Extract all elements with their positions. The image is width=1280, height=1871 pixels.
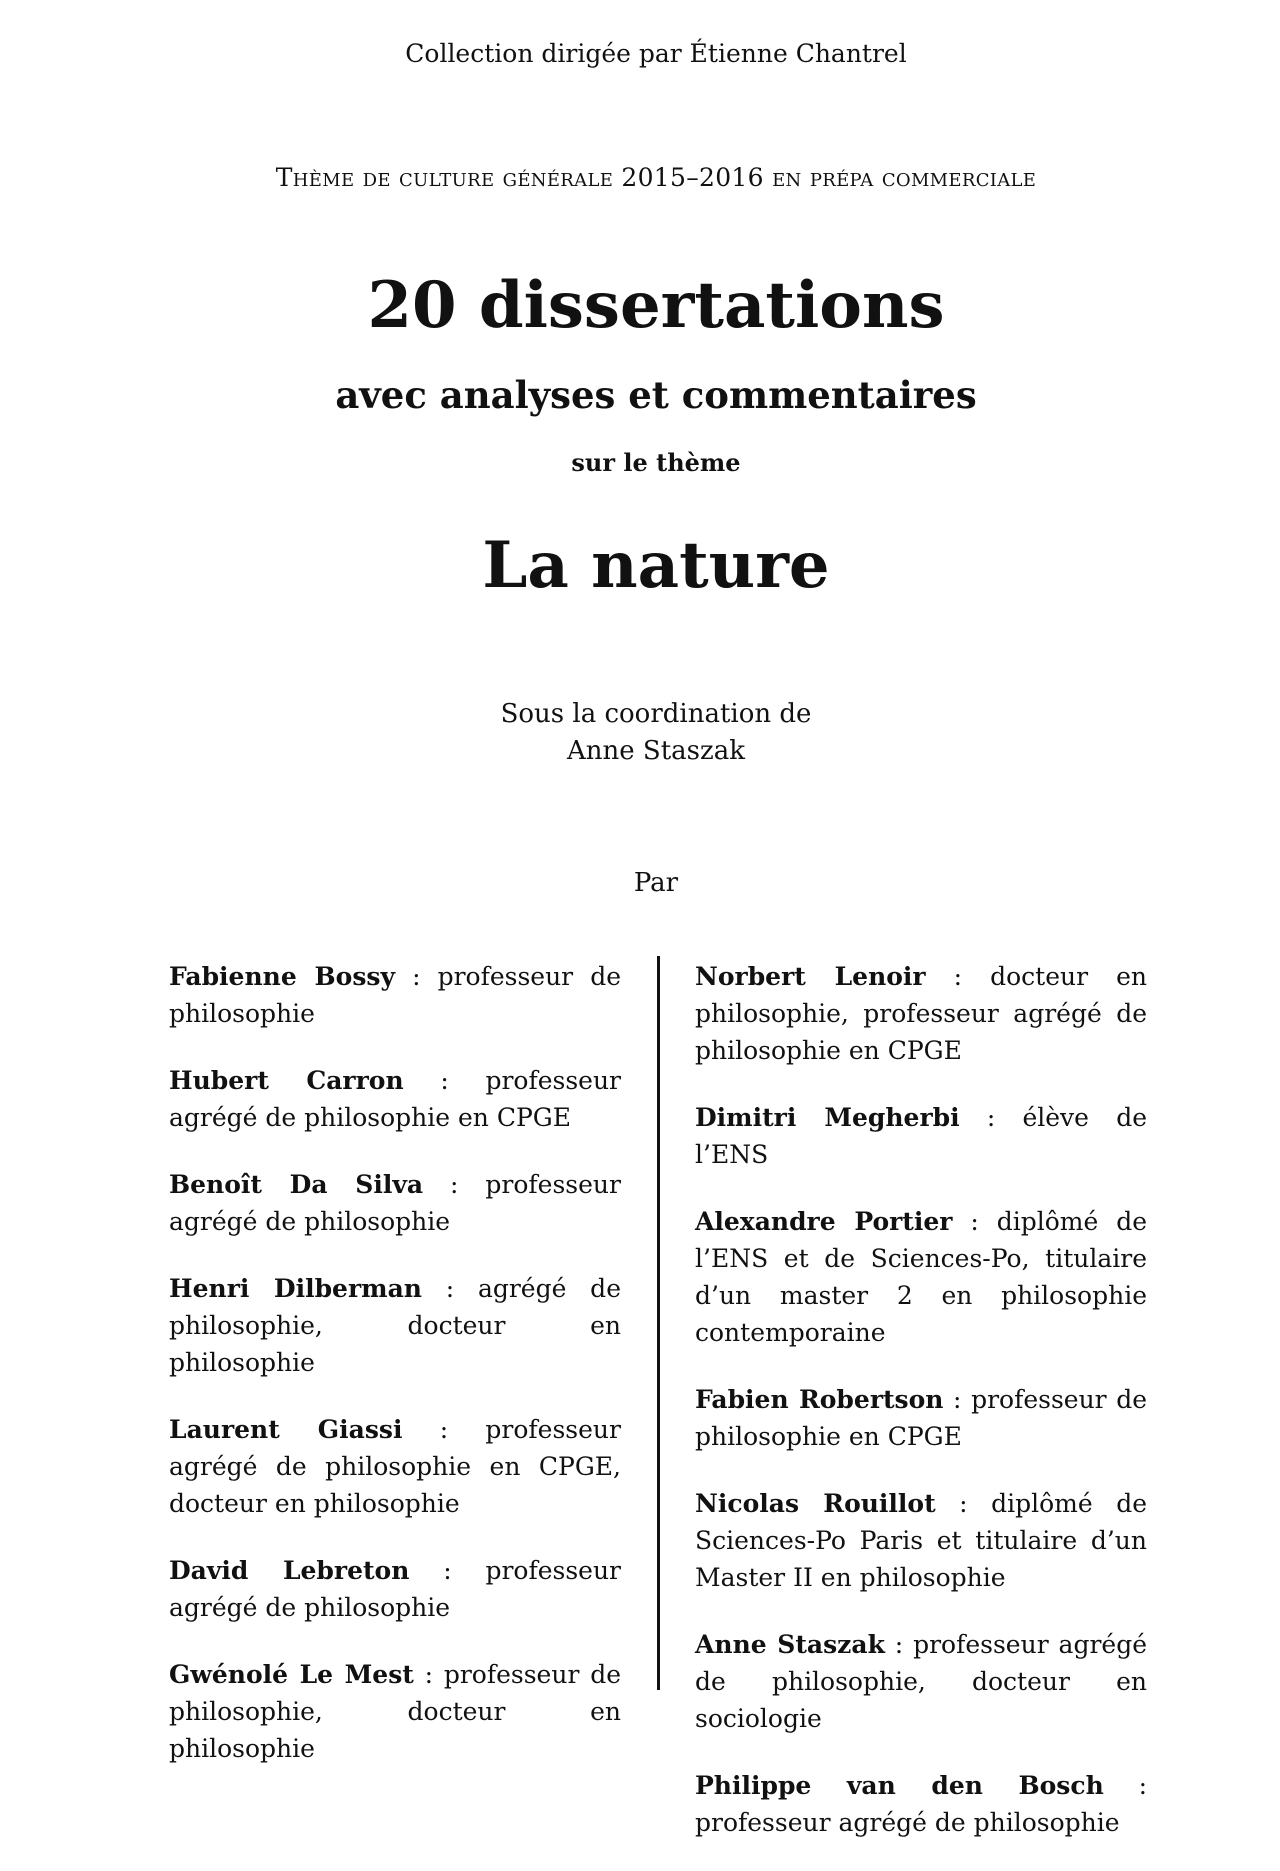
author-role: diplômé de Sciences-Po Paris et titulaire d’un Master II en philosophie — [695, 1489, 1147, 1592]
author-entry — [695, 1767, 1147, 1841]
author-role: professeur agrégé de philosophie — [695, 1808, 1120, 1837]
author-name: Gwénolé Le Mest — [169, 1660, 414, 1689]
author-entry — [695, 1203, 1147, 1351]
author-entry — [695, 1626, 1147, 1737]
author-entry — [695, 958, 1147, 1069]
author-name: David Lebreton — [169, 1556, 410, 1585]
author-name: Dimitri Megherbi — [695, 1103, 960, 1132]
author-role: professeur agrégé de philosophie — [169, 1170, 621, 1236]
coordination-block — [0, 696, 1280, 770]
coordinator-name: Anne Staszak — [567, 736, 745, 766]
author-entry — [169, 1552, 621, 1626]
author-role: docteur en philosophie, professeur agrégé de philosophie en CPGE — [695, 962, 1147, 1065]
author-entry — [169, 1166, 621, 1240]
coordination-label: Sous la coordination de — [500, 699, 812, 729]
author-role: professeur de philosophie, docteur en philosophie — [169, 1660, 621, 1763]
author-entry — [169, 1062, 621, 1136]
author-name: Nicolas Rouillot — [695, 1489, 936, 1518]
author-name: Alexandre Portier — [695, 1207, 953, 1236]
theme-year-line: Thème de culture générale 2015–2016 en prépa commerciale — [275, 163, 1037, 192]
author-name: Benoît Da Silva — [169, 1170, 424, 1199]
author-entry — [169, 1656, 621, 1767]
author-name: Laurent Giassi — [169, 1415, 403, 1444]
column-divider — [657, 956, 660, 1690]
author-role: professeur agrégé de philosophie, docteur en sociologie — [695, 1630, 1147, 1733]
book-title: 20 dissertations — [367, 268, 945, 343]
author-name: Fabienne Bossy — [169, 962, 396, 991]
author-name: Fabien Robertson — [695, 1385, 944, 1414]
sur-le-theme-label: sur le thème — [571, 448, 741, 477]
authors-right-column — [695, 958, 1147, 1871]
author-role: diplômé de l’ENS et de Sciences-Po, titulaire d’un master 2 en philosophie contemporaine — [695, 1207, 1147, 1347]
author-entry — [169, 958, 621, 1032]
book-subtitle: avec analyses et commentaires — [335, 373, 977, 417]
author-entry — [169, 1411, 621, 1522]
collection-credit: Collection dirigée par Étienne Chantrel — [405, 39, 907, 68]
author-entry — [695, 1485, 1147, 1596]
author-name: Hubert Carron — [169, 1066, 404, 1095]
par-label: Par — [633, 868, 679, 898]
author-role: professeur de philosophie en CPGE — [695, 1385, 1147, 1451]
author-role: élève de l’ENS — [695, 1103, 1147, 1169]
author-role: professeur de philosophie — [169, 962, 621, 1028]
author-role: professeur agrégé de philosophie en CPGE, docteur en philosophie — [169, 1415, 621, 1518]
author-name: Philippe van den Bosch — [695, 1771, 1104, 1800]
author-name: Henri Dilberman — [169, 1274, 422, 1303]
author-entry — [695, 1099, 1147, 1173]
theme-title: La nature — [482, 528, 830, 603]
author-name: Anne Staszak — [695, 1630, 885, 1659]
author-entry — [169, 1270, 621, 1381]
author-name: Norbert Lenoir — [695, 962, 926, 991]
author-role: professeur agrégé de philosophie en CPGE — [169, 1066, 621, 1132]
authors-left-column — [169, 958, 621, 1797]
author-role: professeur agrégé de philosophie — [169, 1556, 621, 1622]
author-entry — [695, 1381, 1147, 1455]
author-role: agrégé de philosophie, docteur en philosophie — [169, 1274, 621, 1377]
